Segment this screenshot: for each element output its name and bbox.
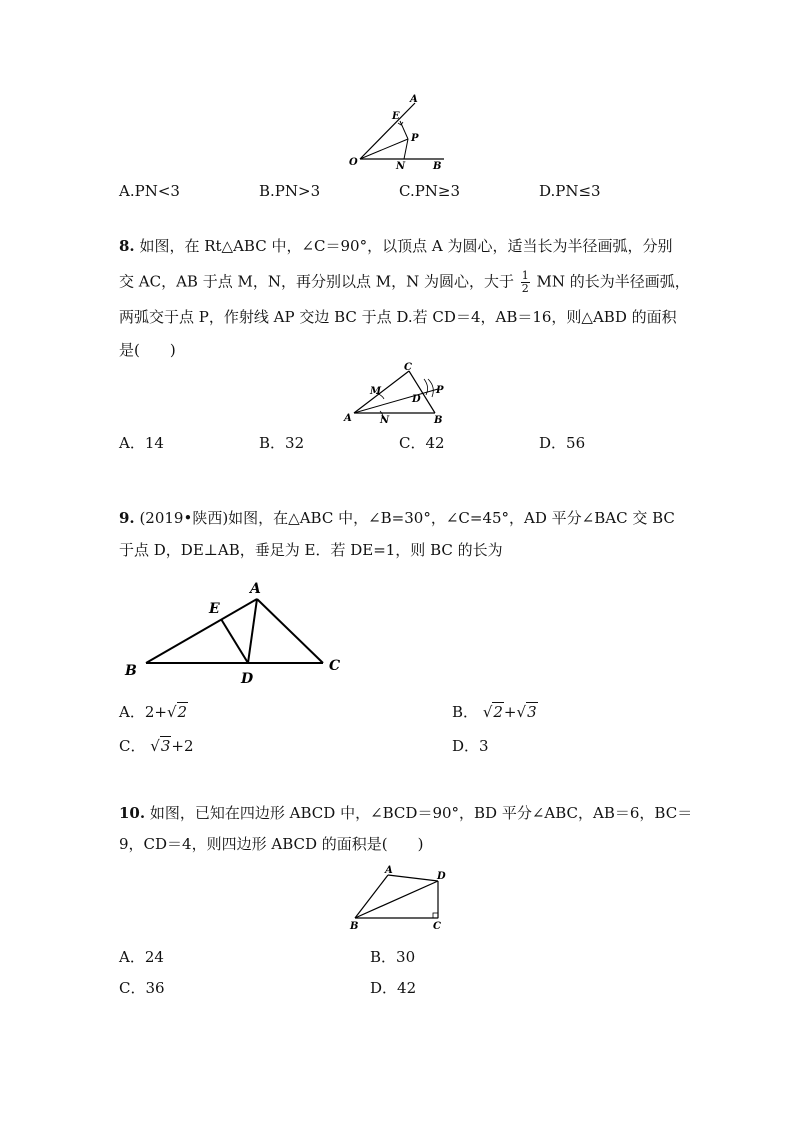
q9-option-b-sqrt-1: √2 [482,703,503,721]
q8-label-N: N [380,415,390,426]
q8-text-1: 如图，在 Rt△ABC 中，∠C＝90°，以顶点 A 为圆心，适当长为半径画弧，分别 [139,237,673,255]
q10-option-b: B．30 [370,948,416,966]
q7-label-A: A [410,94,418,105]
q10-option-a: A．24 [119,948,164,966]
q7-figure [340,95,460,175]
q9-option-b-plus: + [503,703,517,721]
q7-option-c: C.PN≥3 [399,182,461,200]
q9-option-c-sqrt: √3 [150,737,171,755]
q7-option-b: B.PN>3 [259,182,321,200]
q10-option-c: C．36 [119,979,165,997]
q8-option-d: D．56 [539,434,586,452]
q9-option-a-sqrt: √2 [166,703,188,721]
q9-option-b [452,702,538,722]
q8-line-2 [119,270,690,295]
q10-line-2: 9，CD＝4，则四边形 ABCD 的面积是( ) [119,835,424,853]
q9-option-b-sqrt-2: √3 [516,703,537,721]
q9-option-a-text: 2+ [144,703,167,721]
q9-line-1 [119,508,675,528]
q9-option-c-prefix: C． [119,737,146,755]
q10-label-A: A [385,865,393,876]
q8-text-2b: MN 的长为半径画弧， [536,272,690,291]
q7-option-a: A.PN<3 [119,182,180,200]
q9-option-a-prefix: A． [119,703,145,721]
q9-option-b-radicand-2: 3 [527,703,537,721]
q7-option-d: D.PN≤3 [539,182,601,200]
q8-label-C: C [404,362,412,373]
q8-option-a: A．14 [119,434,164,452]
q9-option-c-radicand: 3 [160,737,171,755]
q8-label-A: A [344,413,352,424]
q10-figure [345,863,455,933]
q8-text-2a: 交 AC，AB 于点 M，N，再分别以点 M，N 为圆心，大于 [119,272,514,291]
q7-label-E: E [392,111,400,122]
q9-label-D: D [241,671,254,687]
q8-line-1 [119,236,672,256]
q10-label-B: B [350,921,359,932]
q9-line-2: 于点 D，DE⊥AB，垂足为 E．若 DE=1，则 BC 的长为 [119,541,503,559]
q9-label-A: A [250,581,261,597]
q9-label-C: C [329,658,341,674]
q9-option-c-suffix: +2 [171,737,194,755]
q8-label-P: P [436,385,444,396]
q9-option-a-radicand: 2 [177,703,188,721]
q10-text-1: 如图，已知在四边形 ABCD 中，∠BCD＝90°，BD 平分∠ABC，AB＝6，BC＝ [149,804,693,822]
q8-frac-num: 1 [521,269,529,282]
q9-text-1: (2019•陕西)如图，在△ABC 中，∠B=30°，∠C=45°，AD 平分∠BAC 交 BC [139,509,675,527]
q10-label-C: C [433,921,441,932]
q8-number: 8. [119,237,135,255]
q8-frac-den: 2 [521,282,529,295]
q8-label-B: B [434,415,443,426]
q8-line-3: 两弧交于点 P，作射线 AP 交边 BC 于点 D.若 CD＝4，AB＝16，则△ABD 的面积 [119,308,677,326]
q8-line-4: 是( ) [119,341,176,359]
q8-fraction [521,270,530,295]
q8-option-c: C．42 [399,434,445,452]
q9-option-b-radicand-1: 2 [493,703,503,721]
q9-option-d: D．3 [452,737,489,755]
q8-label-D: D [412,394,421,405]
q9-figure [120,577,360,687]
q9-label-E: E [209,601,220,617]
q8-option-b: B．32 [259,434,305,452]
q8-figure [342,362,452,426]
q9-option-a [119,702,188,722]
q10-option-d: D．42 [370,979,417,997]
q9-option-c [119,736,194,756]
q9-label-B: B [125,663,137,679]
q10-number: 10. [119,804,146,822]
q10-line-1 [119,803,692,823]
q9-number: 9. [119,509,135,527]
q7-label-P: P [411,133,419,144]
q7-label-N: N [396,161,406,172]
q8-label-M: M [370,386,382,397]
q7-label-B: B [433,161,442,172]
q7-label-O: O [349,157,358,168]
q9-option-b-prefix: B． [452,703,479,721]
q10-label-D: D [437,871,446,882]
